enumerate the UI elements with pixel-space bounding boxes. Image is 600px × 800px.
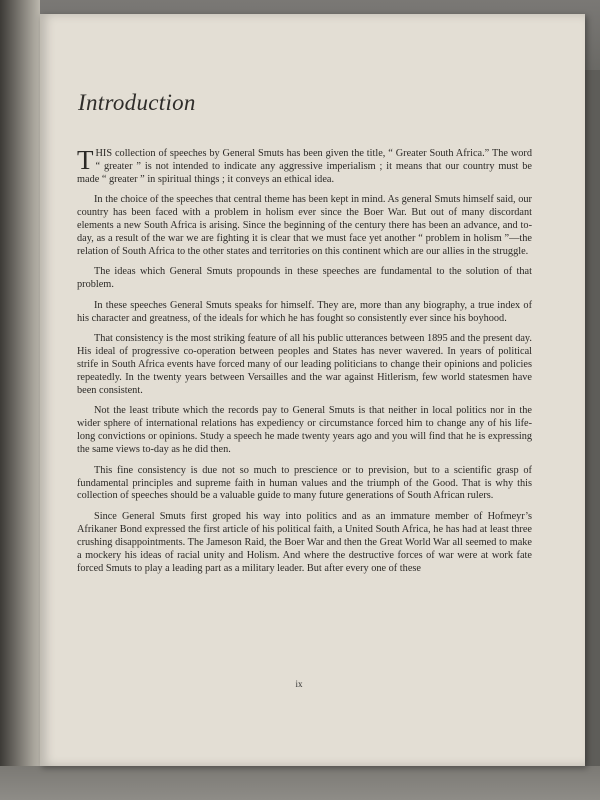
paragraph-3: The ideas which General Smuts propounds in these speeches are fundamental to the solution of that problem. bbox=[77, 266, 532, 291]
table-surface bbox=[0, 766, 600, 800]
paragraph-4: In these speeches General Smuts speaks for himself. They are, more than any biography, a true index of his character and greatness, of the ideals for which he has fought so consistently ever since his boyhood. bbox=[77, 299, 532, 324]
page-number: ix bbox=[295, 679, 303, 689]
paragraph-1 bbox=[77, 145, 532, 187]
paragraph-1-text: HIS collection of speeches by General Smuts has been given the title, “ Greater South Africa.” The word “ greater ” is not intended to indicate any aggressive imperialism ; it means that our country must be made “ greater ” in spiritual things ; it conveys an ethical idea. bbox=[77, 148, 532, 185]
paragraph-5: That consistency is the most striking feature of all his public utterances between 1895 and the present day. His ideal of progressive co-operation between peoples and States has never wavered. In years of political strife in South Africa events have forced many of our leading politicians to change their opinions and policies repeatedly. In the twenty years between Versailles and the war against Hitlerism, few world statesmen have been consistent. bbox=[77, 333, 532, 396]
paragraph-8: Since General Smuts first groped his way into politics and as an immature member of Hofmeyr’s Afrikaner Bond expressed the first article of his political faith, a United South Africa, he has had at least three crushing disappointments. The Jameson Raid, the Boer War and then the Great World War all seemed to make a mockery his ideas of racial unity and Holism. And where the destructive forces of war were at work fate forced Smuts to play a leading part as a military leader. But after every one of these bbox=[77, 510, 532, 574]
book-spine-shadow bbox=[0, 0, 40, 800]
drop-cap: T bbox=[77, 145, 94, 175]
paragraph-7: This fine consistency is due not so much to prescience or to prevision, but to a scientific grasp of fundamental principles and supreme faith in human values and the triumph of the Good. That is why this collection of speeches should be a valuable guide to many future generations of South African rulers. bbox=[77, 464, 532, 502]
paragraph-6: Not the least tribute which the records pay to General Smuts is that neither in local politics nor in the wider sphere of international relations has expediency or circumstance forced him to change any of his life-long convictions or opinions. Study a speech he made twenty years ago and you will find that he is expressing the same views to-day as he did then. bbox=[77, 405, 532, 456]
chapter-heading: Introduction bbox=[78, 90, 196, 115]
body-text bbox=[77, 145, 532, 583]
paragraph-2: In the choice of the speeches that central theme has been kept in mind. As general Smuts himself said, our country has been faced with a problem in holism ever since the Boer War. But out of many discordant elements a new South Africa is arising. Since the beginning of the century there has been an advance, and to-day, as a result of the war we are fighting it is clear that we must face yet another “ problem in holism ”—the relation of South Africa to the other states and territories on this continent which are our allies in the struggle. bbox=[77, 194, 532, 257]
